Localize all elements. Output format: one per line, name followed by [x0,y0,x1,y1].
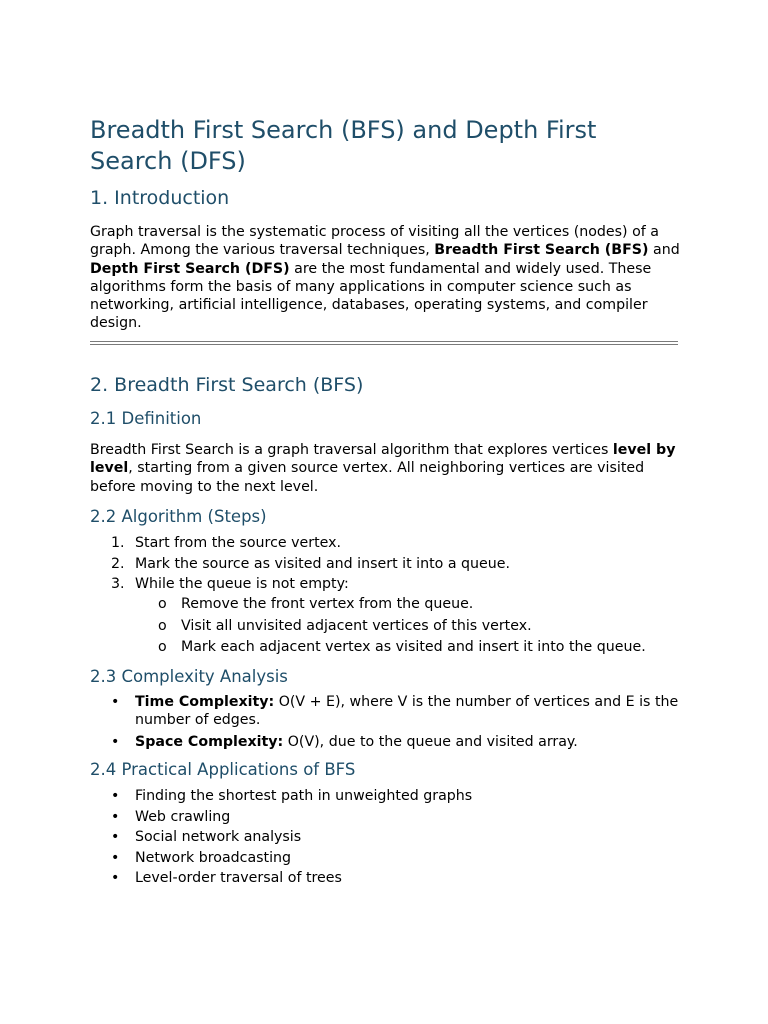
list-item [90,533,680,554]
step-number: 2. [111,555,125,572]
intro-text-1: Graph traversal is the systematic process of visiting all the vertices (nodes) of a graph. Among the various traversal techniques, [90,224,659,259]
algorithm-steps-list [90,533,680,595]
application-text: Web crawling [135,808,231,825]
list-item [90,733,680,751]
definition-paragraph [90,441,680,496]
bullet: • [111,849,120,866]
application-text: Level-order traversal of trees [135,870,342,886]
sub-bullet: o [158,639,167,655]
intro-text-2: and [648,242,680,259]
document-title: Breadth First Search (BFS) and Depth First Search (DFS) [90,116,597,175]
subsection-heading-definition: 2.1 Definition [90,409,202,428]
step-text: Start from the source vertex. [135,535,342,551]
list-item [90,827,680,848]
section-heading-bfs: 2. Breadth First Search (BFS) [90,374,364,396]
substep-text: Visit all unvisited adjacent vertices of this vertex. [181,617,532,634]
list-item [90,868,680,889]
step-number: 1. [111,535,125,551]
intro-bold-bfs: Breadth First Search (BFS) [434,242,649,259]
bullet: • [111,808,120,825]
complexity-list [90,693,680,751]
introduction-paragraph [90,223,680,333]
application-text: Social network analysis [135,829,302,845]
substep-text: Remove the front vertex from the queue. [181,596,474,612]
sub-bullet: o [158,596,167,612]
complexity-label-time: Time Complexity: [135,694,275,710]
definition-text-1: Breadth First Search is a graph traversal algorithm that explores vertices [90,442,613,458]
intro-bold-dfs: Depth First Search (DFS) [90,260,290,277]
step-number: 3. [111,576,125,592]
substep-text: Mark each adjacent vertex as visited and insert it into the queue. [181,639,646,655]
list-item [90,786,680,807]
list-item [90,807,680,828]
step-text: While the queue is not empty: [135,576,349,592]
subsection-heading-applications: 2.4 Practical Applications of BFS [90,760,356,779]
bullet: • [111,694,120,710]
intro-text-3: are the most fundamental and widely used. These algorithms form the basis of many applications in computer science such as networking, artificial intelligence, databases, operating systems, and compiler design. [90,260,652,332]
step-text: Mark the source as visited and insert it into a queue. [135,555,511,572]
complexity-text-space: O(V), due to the queue and visited array. [283,733,578,750]
complexity-label-space: Space Complexity: [135,733,284,750]
subsection-heading-algorithm: 2.2 Algorithm (Steps) [90,507,267,526]
definition-bold-level: level by level [90,442,676,477]
bullet: • [111,829,120,845]
list-item [90,637,680,659]
list-item [90,554,680,575]
application-text: Network broadcasting [135,849,292,866]
list-item [90,848,680,869]
definition-text-2: , starting from a given source vertex. All neighboring vertices are visited before moving to the next level. [90,460,645,495]
sub-bullet: o [158,617,167,634]
list-item [90,594,680,616]
subsection-heading-complexity: 2.3 Complexity Analysis [90,667,288,686]
list-item [90,574,680,595]
complexity-text-time: O(V + E), where V is the number of vertices and E is the number of edges. [135,694,679,729]
horizontal-divider [90,341,678,345]
bullet: • [111,788,120,804]
algorithm-substeps-list [90,594,680,659]
section-heading-introduction: 1. Introduction [90,187,230,209]
application-text: Finding the shortest path in unweighted graphs [135,788,473,804]
applications-list [90,786,680,889]
list-item [90,616,680,638]
list-item [90,693,680,730]
bullet: • [111,733,120,750]
bullet: • [111,870,120,886]
